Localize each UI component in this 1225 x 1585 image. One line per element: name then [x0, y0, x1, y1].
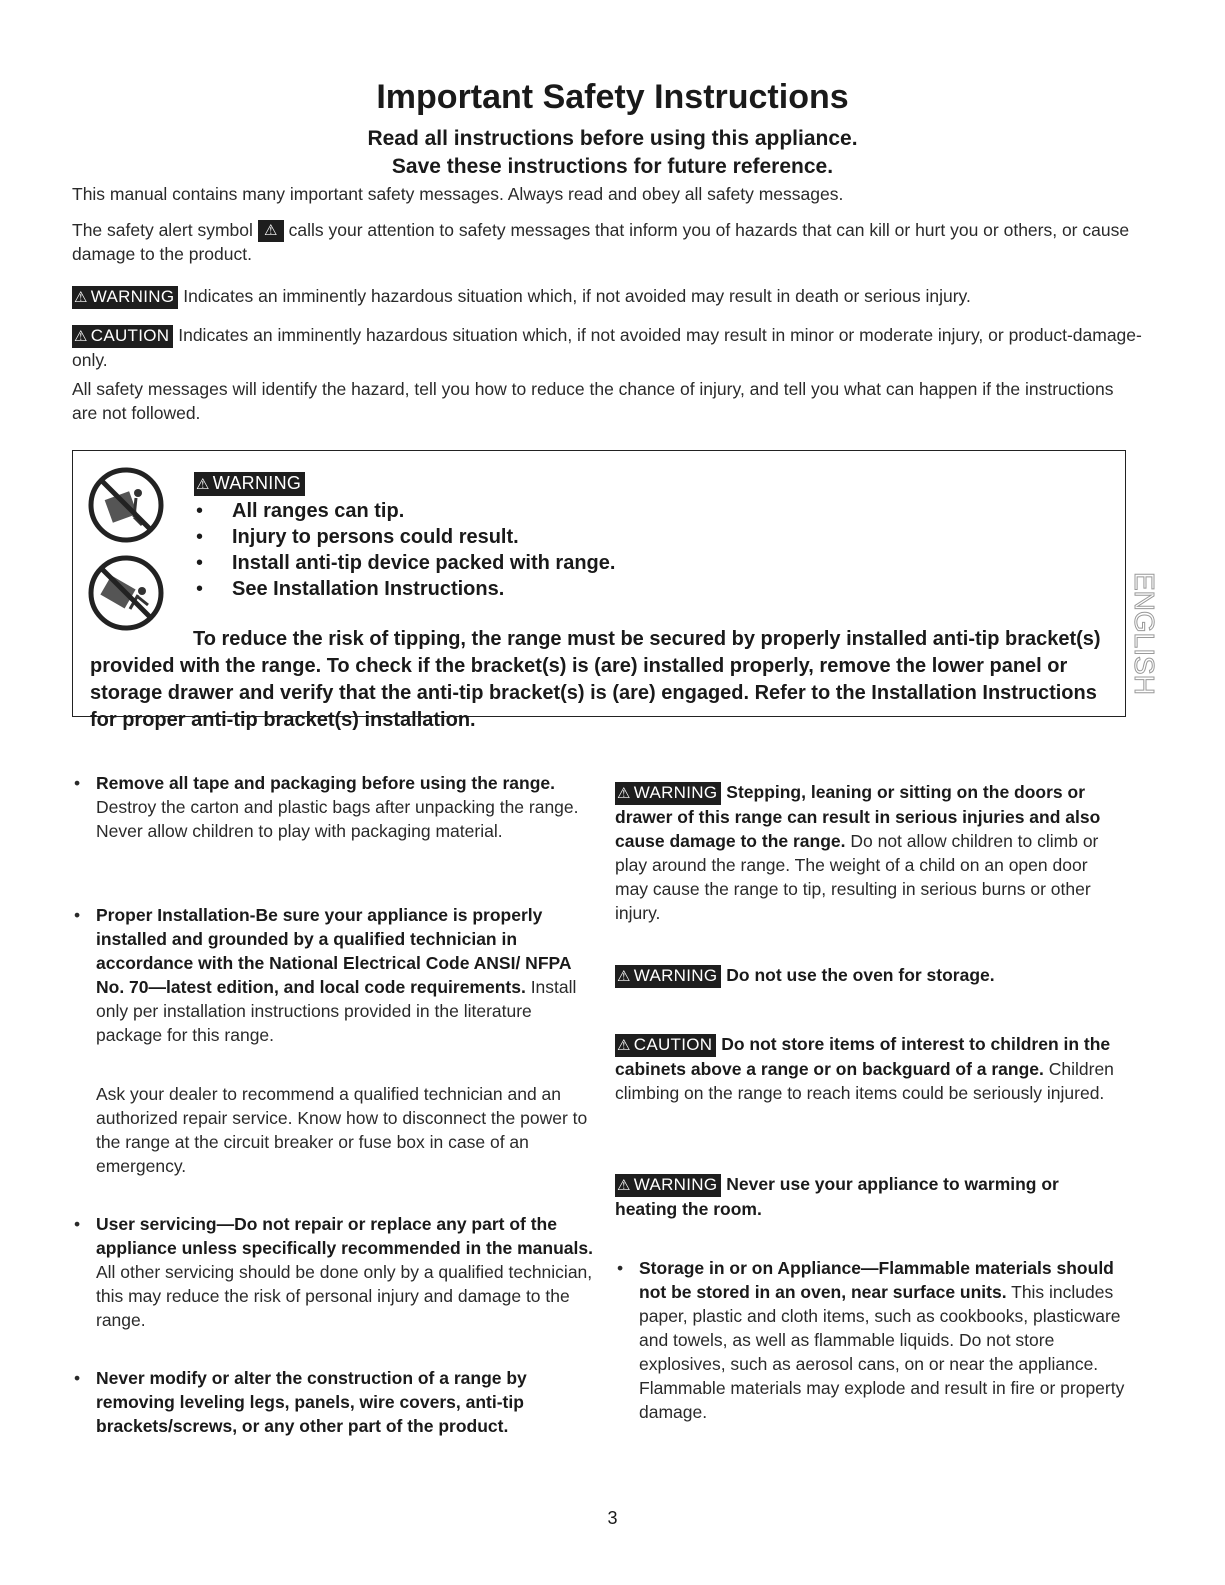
list-item: • Install anti-tip device packed with range.	[194, 550, 615, 576]
no-tip-icon-1	[86, 465, 166, 545]
caution-triangle-icon: ⚠	[74, 327, 88, 345]
subtitle-read: Read all instructions before using this appliance.	[367, 127, 858, 150]
english-side-label	[1127, 570, 1159, 720]
warning-definition: ⚠ WARNING Indicates an imminently hazardous situation which, if not avoided may result in death or serious injury.	[72, 284, 1142, 309]
warning-stepping: ⚠ WARNING Stepping, leaning or sitting on the doors or drawer of this range can result in serious injuries and also cause damage to the range. Do not allow children to climb or play around the range. The weight of a child on an open door may cause the range to tip, resulting in serious burns or other injury.	[615, 782, 1101, 923]
dealer-text: Ask your dealer to recommend a qualified technician and an authorized repair service. Know how to disconnect the power to the range at the circuit breaker or fuse box in case of an emergency.	[96, 1084, 588, 1176]
caution-badge: ⚠ CAUTION	[72, 325, 173, 348]
list-item: • Proper Installation-Be sure your appliance is properly installed and grounded by a qualified technician in accordance with the National Electrical Code ANSI/ NFPA No. 70—latest edition, and local code requirements. Install only per installation instructions provided in the literature package for this range.	[72, 903, 596, 1047]
box-warning-badge: ⚠ WARNING	[194, 472, 305, 496]
safety-alert-icon: ⚠	[258, 220, 284, 242]
alert-paragraph	[72, 218, 1142, 266]
list-item: • See Installation Instructions.	[194, 576, 615, 602]
page-title: Important Safety Instructions	[376, 78, 849, 116]
no-tip-icon-2	[86, 553, 166, 633]
list-item: • User servicing—Do not repair or replace any part of the appliance unless specifically recommended in the manuals. All other servicing should be done only by a qualified technician, this may reduce the risk of personal injury and damage to the range.	[72, 1212, 596, 1332]
list-item: • Remove all tape and packaging before using the range. Destroy the carton and plastic bags after unpacking the range. Never allow children to play with packaging material.	[72, 771, 596, 843]
subtitle-save: Save these instructions for future reference.	[391, 155, 834, 178]
warning-badge: ⚠ WARNING	[72, 286, 178, 309]
warning-heating: ⚠ WARNING Never use your appliance to warming or heating the room.	[615, 1174, 1059, 1219]
list-item: • Injury to persons could result.	[194, 524, 615, 550]
alert-pre: The safety alert symbol	[72, 220, 253, 240]
caution-badge: ⚠ CAUTION	[615, 1034, 716, 1057]
page-number: 3	[607, 1508, 618, 1528]
warning-badge: ⚠ WARNING	[615, 965, 721, 988]
alert-post: calls your attention to safety messages that inform you of hazards that can kill or hurt you or others, or cause damage to the product.	[72, 220, 1130, 265]
intro-text: This manual contains many important safety messages. Always read and obey all safety messages.	[72, 184, 844, 204]
warning-badge: ⚠ WARNING	[615, 1174, 721, 1197]
caution-definition: ⚠ CAUTION Indicates an imminently hazardous situation which, if not avoided may result in minor or moderate injury, or product-damage-only.	[72, 325, 1142, 370]
all-messages-text: All safety messages will identify the hazard, tell you how to reduce the chance of injury, and tell you what can happen if the instructions are not followed.	[72, 379, 1114, 423]
list-item: • Never modify or alter the construction of a range by removing leveling legs, panels, wire covers, anti-tip brackets/screws, or any other part of the product.	[72, 1366, 596, 1438]
warning-storage: ⚠ WARNING Do not use the oven for storage.	[615, 963, 1120, 988]
list-item: • Storage in or on Appliance—Flammable materials should not be stored in an oven, near surface units. This includes paper, plastic and cloth items, such as cookbooks, plasticware and towels, as well as flammable liquids. Do not store explosives, such as aerosol cans, on or near the appliance. Flammable materials may explode and result in fire or property damage.	[615, 1256, 1129, 1424]
warning-triangle-icon: ⚠	[74, 288, 88, 306]
caution-children: ⚠ CAUTION Do not store items of interest to children in the cabinets above a range or on backguard of a range. Children climbing on the range to reach items could be seriously injured.	[615, 1034, 1114, 1103]
svg-text:ENGLISH: ENGLISH	[1129, 572, 1159, 695]
language-tab	[1127, 570, 1159, 720]
anti-tip-text: To reduce the risk of tipping, the range must be secured by properly installed anti-tip bracket(s) provided with the range. To check if the bracket(s) is (are) installed properly, remove the lower panel or storage drawer and verify that the anti-tip bracket(s) is (are) engaged. Refer to the Installation Instructions for proper anti-tip bracket(s) installation.	[90, 628, 1101, 731]
list-item: • All ranges can tip.	[194, 498, 615, 524]
warning-badge: ⚠ WARNING	[615, 782, 721, 805]
tip-bullets	[194, 498, 615, 602]
